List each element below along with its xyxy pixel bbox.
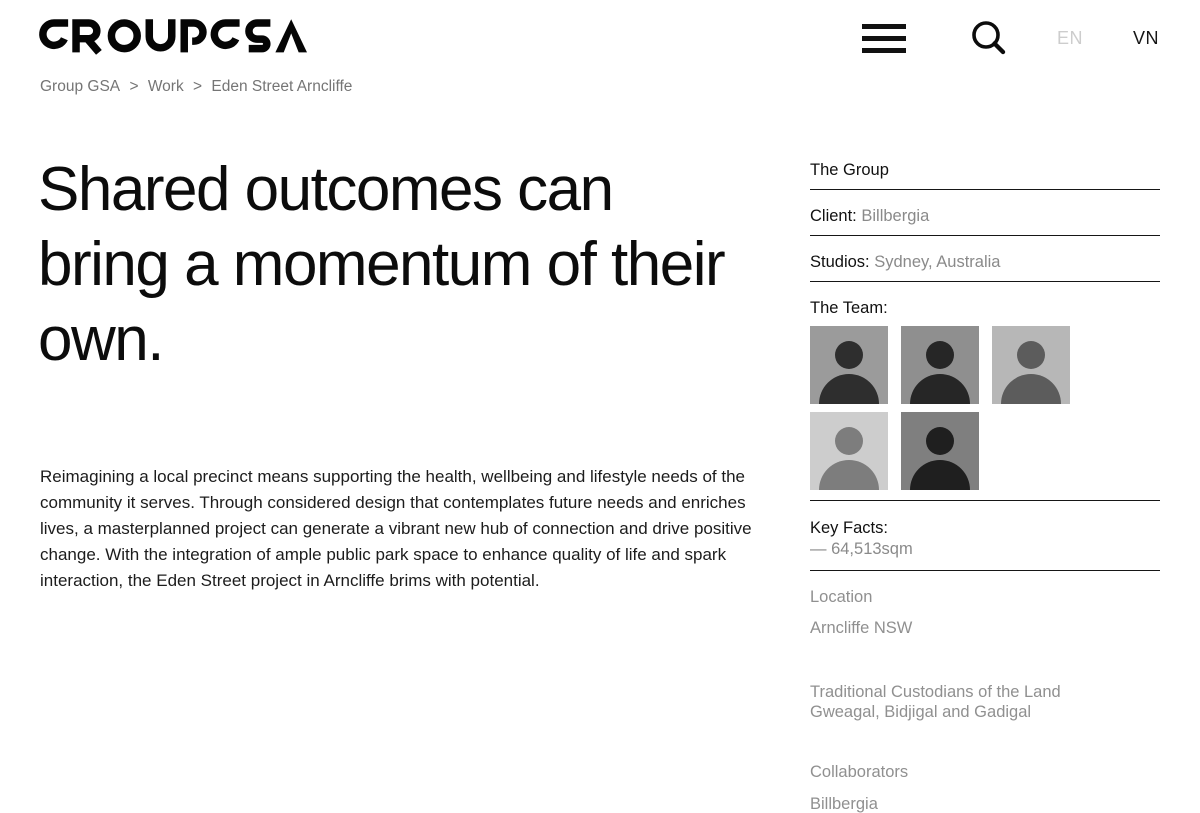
custodians-label: Traditional Custodians of the Land [810, 683, 1061, 701]
client-row [810, 190, 1160, 236]
team-member-avatar[interactable] [992, 326, 1070, 404]
breadcrumb-work-link[interactable]: Work [147, 78, 184, 95]
team-label: The Team: [810, 299, 888, 317]
group-label: The Group [810, 161, 889, 179]
custodians-value: Gweagal, Bidjigal and Gadigal [810, 703, 1032, 721]
location-label: Location [810, 588, 873, 606]
key-facts-label: Key Facts: [810, 519, 888, 537]
key-facts-row [810, 501, 1160, 571]
page-title: Shared outcomes can bring a momentum of their own. [38, 155, 725, 374]
language-toggle-vn[interactable]: VN [1133, 28, 1160, 48]
team-member-avatar[interactable] [810, 412, 888, 490]
collaborators-label: Collaborators [810, 763, 909, 781]
studios-value: Sydney, Australia [874, 253, 1001, 271]
client-label: Client: [810, 207, 857, 225]
breadcrumb [40, 78, 357, 96]
search-icon[interactable] [965, 15, 1011, 66]
groupgsa-logo-icon [39, 16, 307, 54]
studios-row [810, 236, 1160, 282]
language-toggle-en[interactable]: EN [1057, 28, 1084, 48]
menu-bar [862, 48, 906, 53]
location-value: Arncliffe NSW [810, 619, 913, 637]
menu-bar [862, 24, 906, 29]
collaborators-value: Billbergia [810, 795, 878, 813]
breadcrumb-separator: > [193, 78, 203, 95]
project-intro-paragraph: Reimagining a local precinct means supporting the health, wellbeing and lifestyle needs of the community it serves. Through considered design that contemplates future needs and enriches lives, a masterplanned project can generate a vibrant new hub of connection and drive positive change. With the integration of ample public park space to enhance quality of life and spark interaction, the Eden Street project in Arncliffe brims with potential. [40, 467, 752, 590]
studios-label: Studios: [810, 253, 870, 271]
menu-bar [862, 36, 906, 41]
team-row [810, 282, 1160, 501]
group-row [810, 160, 1160, 190]
breadcrumb-current-page: Eden Street Arncliffe [211, 78, 353, 95]
team-avatars [810, 326, 1090, 490]
key-fact-item: — 64,513sqm [810, 540, 913, 558]
hamburger-menu-icon[interactable] [862, 24, 906, 53]
breadcrumb-home-link[interactable]: Group GSA [40, 78, 121, 95]
team-member-avatar[interactable] [901, 412, 979, 490]
groupgsa-logo[interactable] [39, 16, 307, 54]
breadcrumb-separator: > [129, 78, 139, 95]
client-value: Billbergia [861, 207, 930, 225]
team-member-avatar[interactable] [901, 326, 979, 404]
project-details-sidebar [810, 160, 1160, 813]
traditional-custodians-block [810, 682, 1160, 722]
team-member-avatar[interactable] [810, 326, 888, 404]
